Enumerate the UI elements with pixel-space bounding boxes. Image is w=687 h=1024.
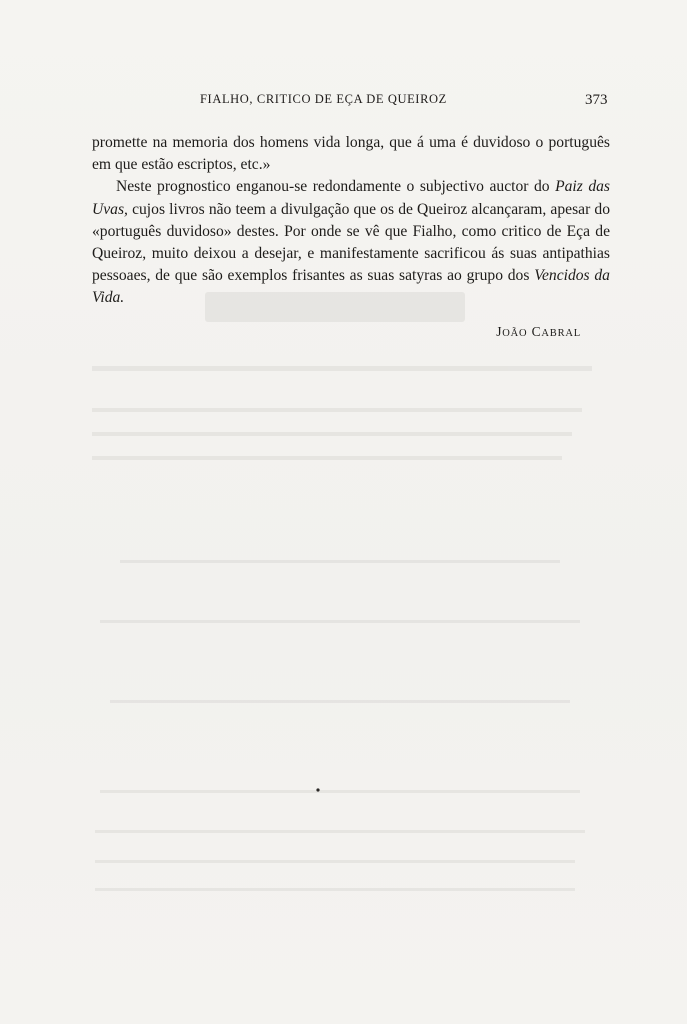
text-span: cujos livros não teem a divulgação que os de Queiroz alcançaram, apesar do «português duvidoso» destes. Por onde se vê que Fialho, como critico de Eça de Queiroz, muito deixou a desejar, e manifestamente sacrificou ás suas antipathias pessoaes, de que são exemplos frisantes as suas satyras ao grupo dos	[92, 200, 610, 285]
signature-smallcaps: OÃO	[502, 328, 528, 339]
page-number: 373	[585, 92, 608, 108]
author-signature	[496, 324, 581, 340]
running-head: FIALHO, CRITICO DE EÇA DE QUEIROZ	[200, 92, 447, 106]
signature-smallcaps: ABRAL	[541, 328, 581, 339]
book-title: Paiz das Uvas,	[92, 178, 610, 218]
book-title: Vencidos da Vida.	[92, 267, 610, 307]
paragraph	[92, 176, 610, 309]
paragraph: promette na memoria dos homens vida longa, que á uma é duvidoso o português em que estão escriptos, etc.»	[92, 134, 610, 174]
signature-initial: C	[531, 324, 542, 339]
signature-initial: J	[496, 324, 503, 339]
body-text	[92, 132, 610, 310]
text-span: Neste prognostico enganou-se redondamente o subjectivo auctor do	[116, 178, 556, 196]
